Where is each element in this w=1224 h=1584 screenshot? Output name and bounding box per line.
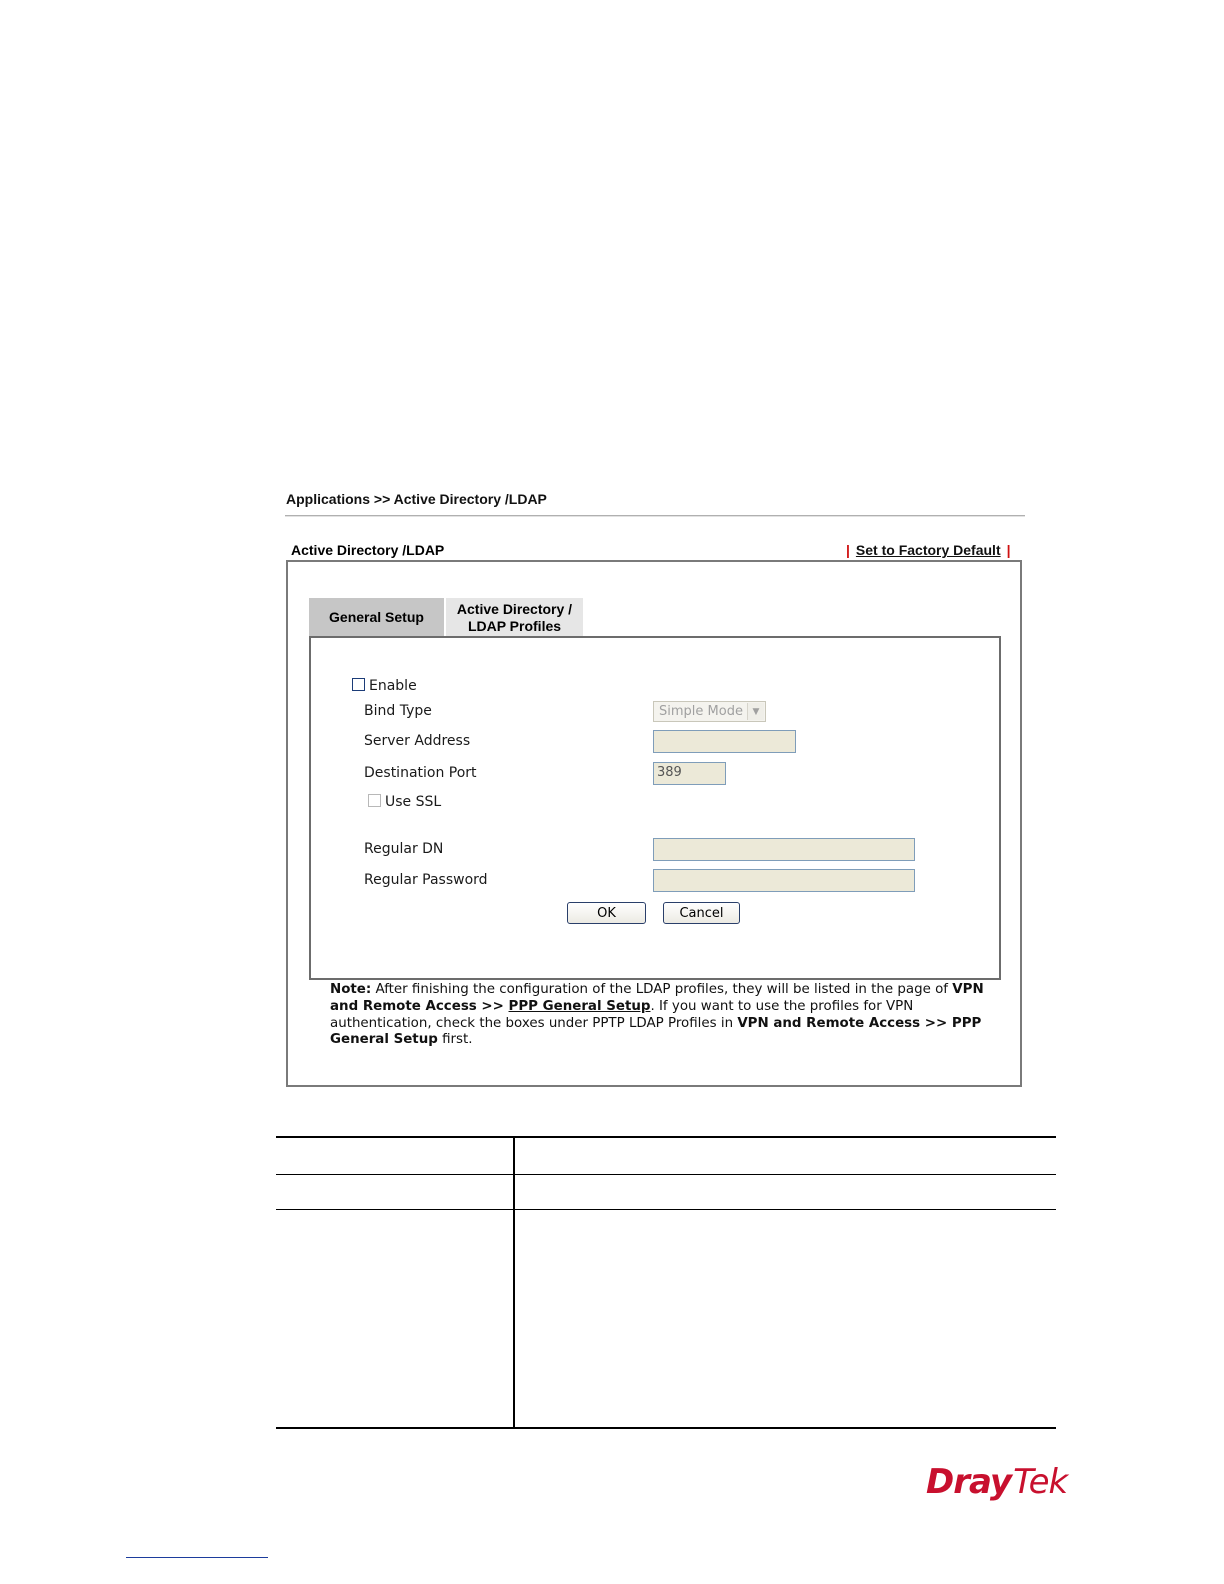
bind-type-value: Simple Mode — [659, 703, 743, 719]
regular-dn-input[interactable] — [653, 838, 915, 861]
pipe-separator: | — [1006, 542, 1011, 558]
section-title: Active Directory /LDAP — [291, 542, 445, 558]
tab-ldap-profiles-line1: Active Directory / — [456, 600, 573, 617]
ppp-general-setup-link[interactable]: PPP General Setup — [508, 998, 651, 1014]
factory-default-bar — [846, 542, 1011, 558]
table-bottom-border — [276, 1427, 1056, 1429]
tab-ldap-profiles-line2: LDAP Profiles — [467, 617, 562, 634]
chevron-down-icon: ▼ — [747, 703, 764, 720]
destination-port-input[interactable]: 389 — [653, 762, 726, 785]
note-text-3: first. — [437, 1032, 473, 1048]
use-ssl-label: Use SSL — [385, 794, 442, 810]
destination-port-label: Destination Port — [364, 765, 477, 781]
table-row-divider — [276, 1174, 1056, 1175]
bind-type-select[interactable] — [653, 701, 766, 722]
logo-part-tek: Tek — [1013, 1462, 1068, 1502]
table-row-divider — [276, 1209, 1056, 1210]
note-text-2: . If you want to use the profiles for VPN authentication, check the boxes under PPTP LDAP Profiles in — [330, 998, 914, 1031]
table-top-border — [276, 1136, 1056, 1138]
pipe-separator: | — [846, 542, 850, 558]
server-address-input[interactable] — [653, 730, 796, 753]
set-factory-default-link[interactable]: Set to Factory Default — [855, 542, 1001, 558]
enable-label: Enable — [369, 678, 417, 694]
tab-ldap-profiles-label — [457, 601, 572, 635]
cancel-button[interactable]: Cancel — [663, 902, 740, 924]
regular-dn-label: Regular DN — [364, 841, 444, 857]
note-text-1: After finishing the configuration of the LDAP profiles, they will be listed in the page of — [371, 982, 953, 997]
draytek-logo — [926, 1462, 1067, 1502]
tab-general-setup-label: General Setup — [329, 609, 424, 625]
breadcrumb-divider — [285, 515, 1025, 517]
note-prefix: Note: — [330, 982, 372, 997]
table-column-divider — [513, 1136, 515, 1429]
tab-ldap-profiles[interactable] — [446, 598, 583, 637]
breadcrumb: Applications >> Active Directory /LDAP — [286, 491, 547, 507]
note-bold-1: VPN and Remote Access >> — [330, 982, 984, 1014]
regular-password-input[interactable] — [653, 869, 915, 892]
logo-part-dray: Dray — [926, 1462, 1012, 1502]
enable-checkbox[interactable] — [352, 678, 365, 691]
note-bold-2: VPN and Remote Access >> PPP General Setup — [330, 1015, 982, 1048]
footer-divider — [126, 1557, 268, 1558]
regular-password-label: Regular Password — [364, 872, 488, 888]
bind-type-label: Bind Type — [364, 703, 432, 719]
tab-general-setup[interactable] — [309, 598, 444, 637]
configuration-note — [330, 982, 990, 1049]
ok-button[interactable]: OK — [567, 902, 646, 924]
server-address-label: Server Address — [364, 733, 471, 749]
use-ssl-checkbox[interactable] — [368, 794, 381, 807]
